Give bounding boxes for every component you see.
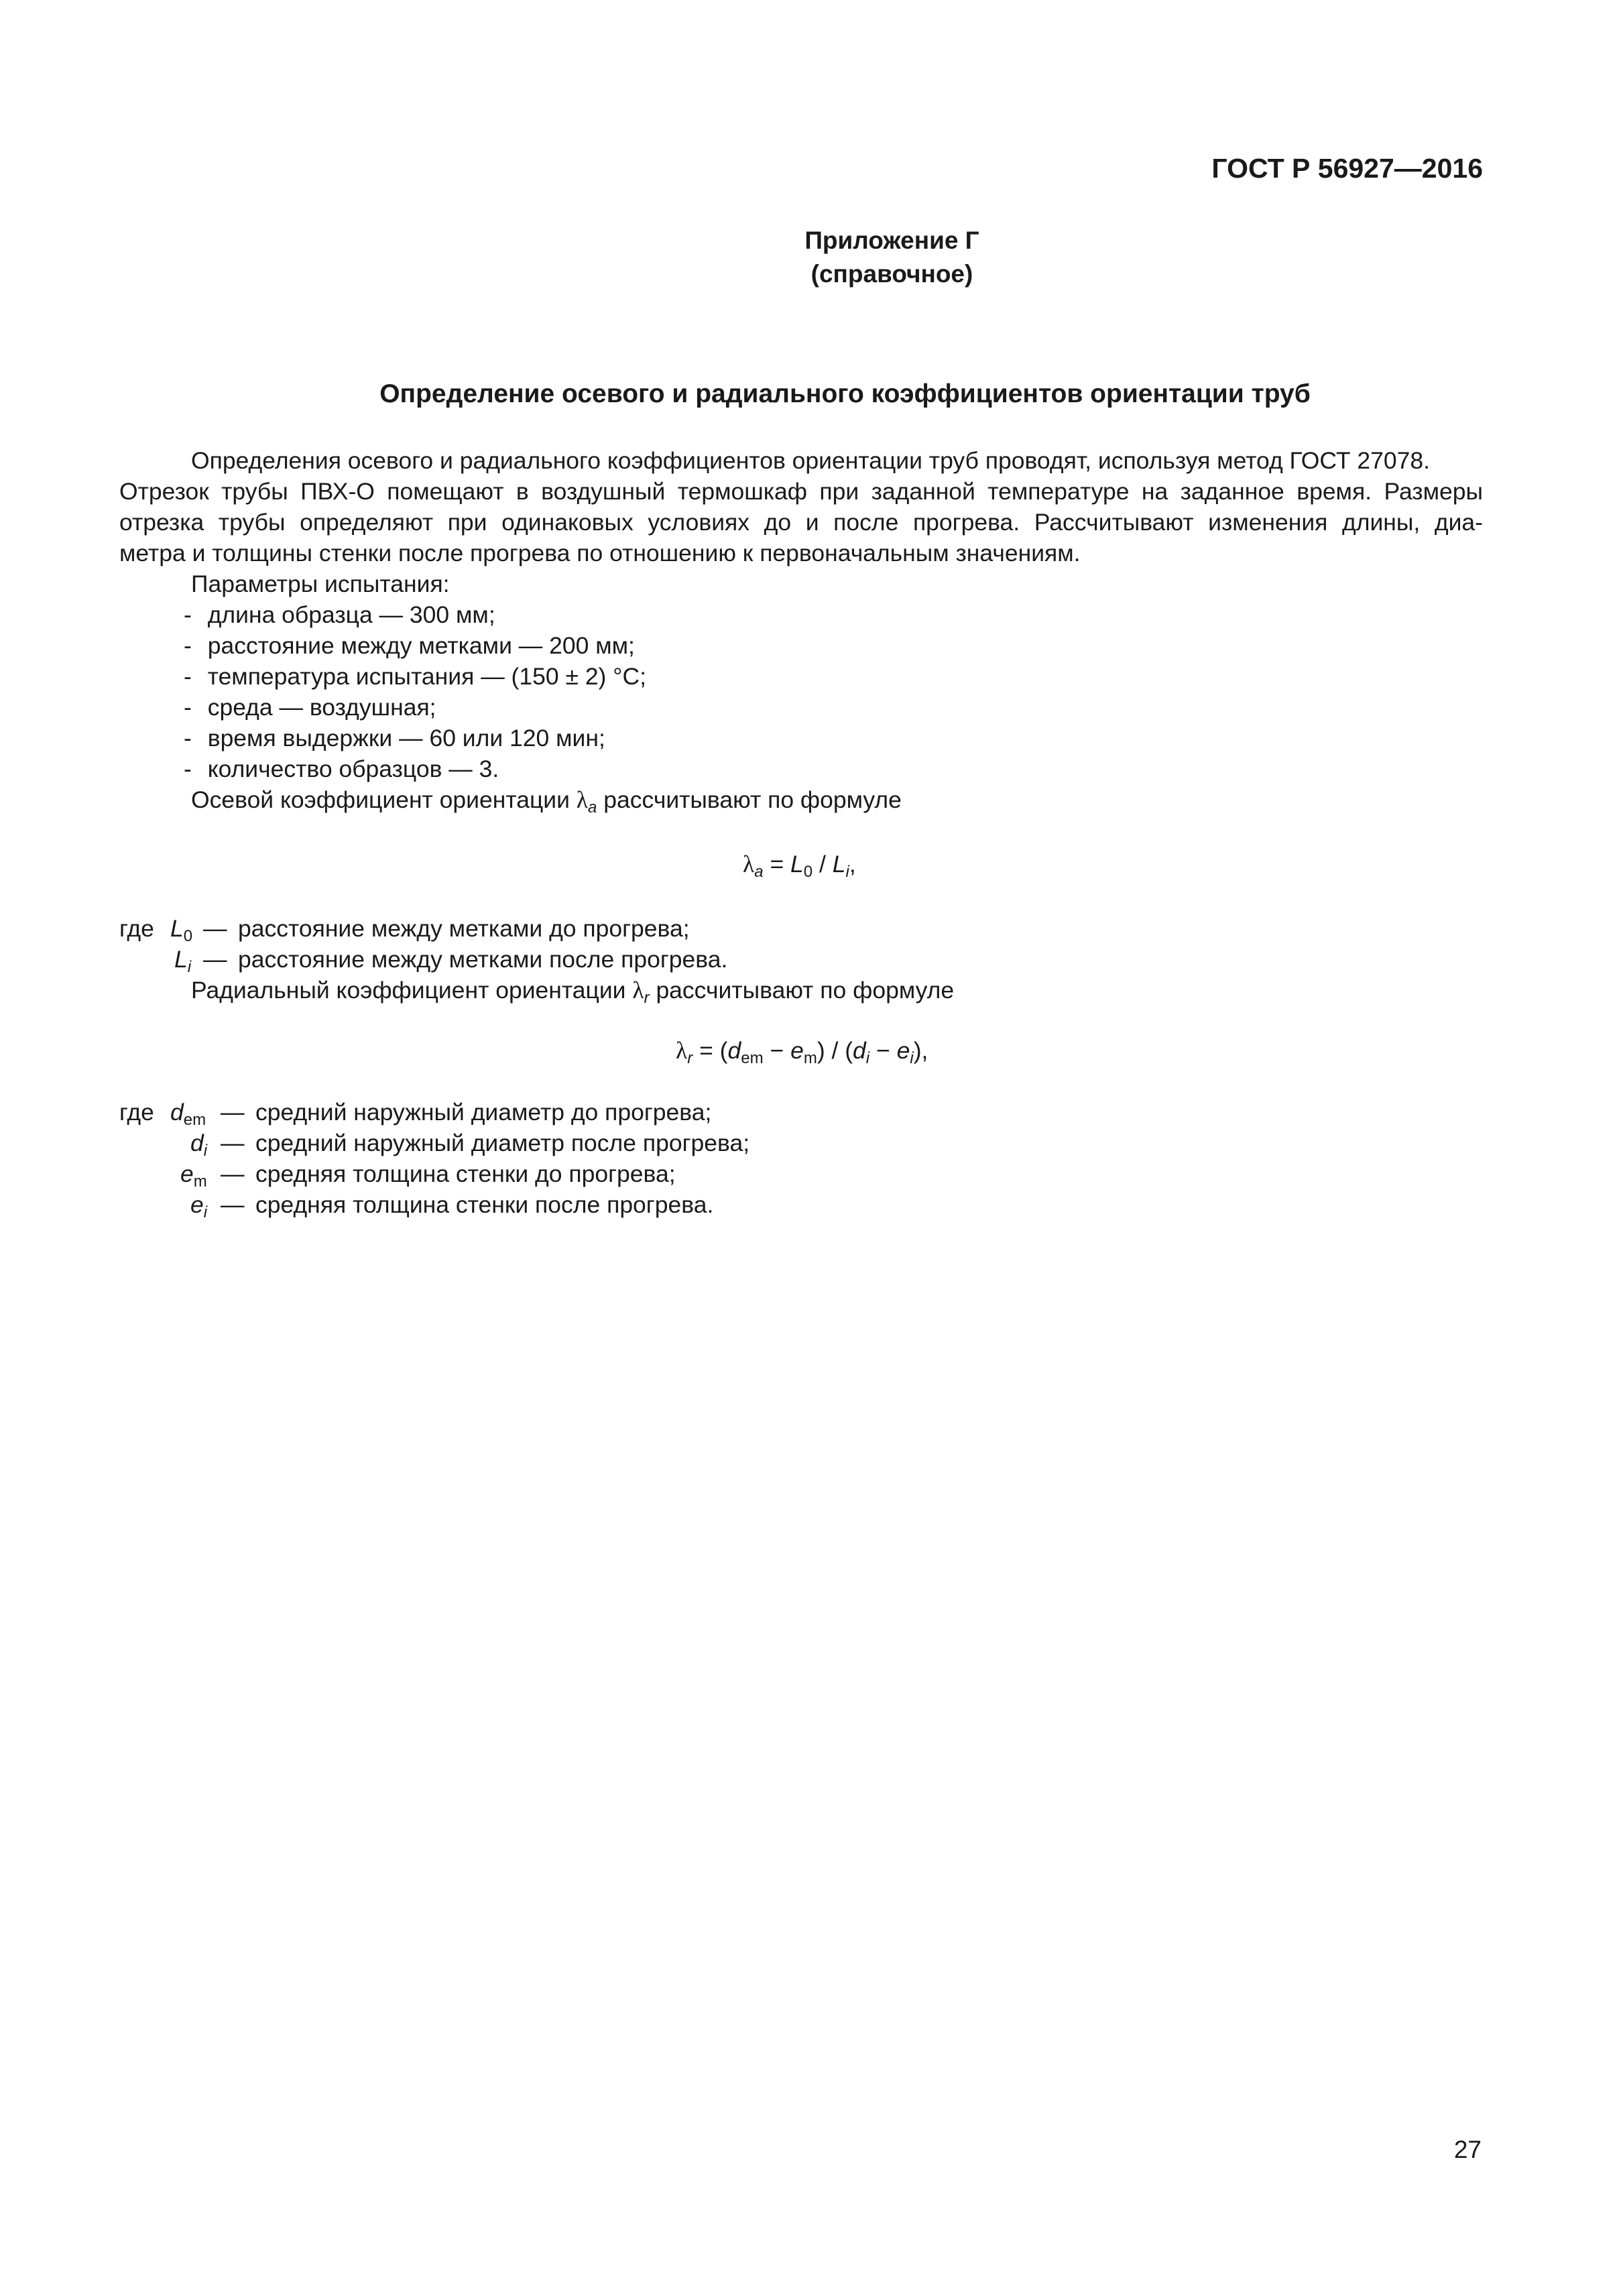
def-text: средний наружный диаметр до прогрева; bbox=[255, 1099, 712, 1126]
def-dash: — bbox=[221, 1191, 245, 1218]
document-code: ГОСТ Р 56927—2016 bbox=[1211, 153, 1483, 184]
lambda-symbol: λ bbox=[632, 977, 644, 1004]
appendix-kind: (справочное) bbox=[810, 260, 973, 288]
param-item bbox=[184, 661, 646, 692]
param-item bbox=[184, 692, 436, 723]
def-text: расстояние между метками после прогрева. bbox=[238, 946, 728, 973]
bullet-dash: - bbox=[184, 663, 192, 690]
def-symbol: $d_{em}$ bbox=[170, 1099, 206, 1129]
where-label: где bbox=[119, 915, 154, 942]
def-text: средний наружный диаметр после прогрева; bbox=[255, 1130, 750, 1156]
bullet-dash: - bbox=[184, 694, 192, 721]
intro-line-4: метра и толщины стенки после прогрева по отношению к первоначальным значениям. bbox=[119, 540, 1081, 566]
intro-line-3: отрезка трубы определяют при одинаковых условиях до и после прогрева. Рассчитывают изменения длины, диа- bbox=[119, 509, 1483, 536]
params-heading: Параметры испытания: bbox=[191, 570, 450, 597]
bullet-dash: - bbox=[184, 632, 192, 659]
def-symbol: $L_i$ bbox=[174, 946, 192, 976]
def-dash: — bbox=[221, 1099, 245, 1126]
def-dash: — bbox=[203, 915, 227, 942]
def-dash: — bbox=[221, 1160, 245, 1187]
appendix-title: Приложение Г bbox=[804, 227, 979, 254]
where-label: где bbox=[119, 1099, 154, 1126]
param-item bbox=[184, 630, 635, 661]
def-text: средняя толщина стенки до прогрева; bbox=[255, 1160, 676, 1187]
page-number: 27 bbox=[1453, 2136, 1482, 2163]
param-text: время выдержки — 60 или 120 мин; bbox=[207, 725, 605, 751]
intro-line-2: Отрезок трубы ПВХ-О помещают в воздушный термошкаф при заданной температуре на заданное время. Размеры bbox=[119, 478, 1483, 505]
param-text: длина образца — 300 мм; bbox=[207, 601, 495, 628]
axial-formula: $\lambda_a = L_0 / L_i$, bbox=[743, 851, 856, 881]
intro-line-1: Определения осевого и радиального коэффициентов ориентации труб проводят, используя метод ГОСТ 27078. bbox=[191, 447, 1430, 474]
bullet-dash: - bbox=[184, 601, 192, 628]
param-item bbox=[184, 723, 605, 753]
def-text: средняя толщина стенки после прогрева. bbox=[255, 1191, 714, 1218]
def-text: расстояние между метками до прогрева; bbox=[238, 915, 690, 942]
def-dash: — bbox=[203, 946, 227, 973]
def-symbol: $L_0$ bbox=[170, 915, 193, 945]
param-item bbox=[184, 753, 499, 784]
def-symbol: $d_i$ bbox=[190, 1130, 208, 1160]
param-item bbox=[184, 599, 495, 630]
param-text: количество образцов — 3. bbox=[207, 756, 499, 782]
radial-intro: Радиальный коэффициент ориентации $\lambda_r$ рассчитывают по формуле bbox=[191, 977, 955, 1007]
bullet-dash: - bbox=[184, 725, 192, 751]
param-text: среда — воздушная; bbox=[207, 694, 436, 721]
radial-formula: $\lambda_r = (d_{em} - e_m) / (d_i - e_i)$, bbox=[676, 1037, 928, 1067]
bullet-dash: - bbox=[184, 756, 192, 782]
axial-intro: Осевой коэффициент ориентации $\lambda_a$ рассчитывают по формуле bbox=[191, 786, 902, 817]
def-symbol: $e_m$ bbox=[180, 1160, 207, 1191]
def-dash: — bbox=[221, 1130, 245, 1156]
param-text: температура испытания — (150 ± 2) °С; bbox=[207, 663, 646, 690]
def-symbol: $e_i$ bbox=[190, 1191, 208, 1221]
lambda-symbol: λ bbox=[576, 786, 589, 813]
param-text: расстояние между метками — 200 мм; bbox=[207, 632, 635, 659]
section-title: Определение осевого и радиального коэффициентов ориентации труб bbox=[379, 379, 1311, 408]
